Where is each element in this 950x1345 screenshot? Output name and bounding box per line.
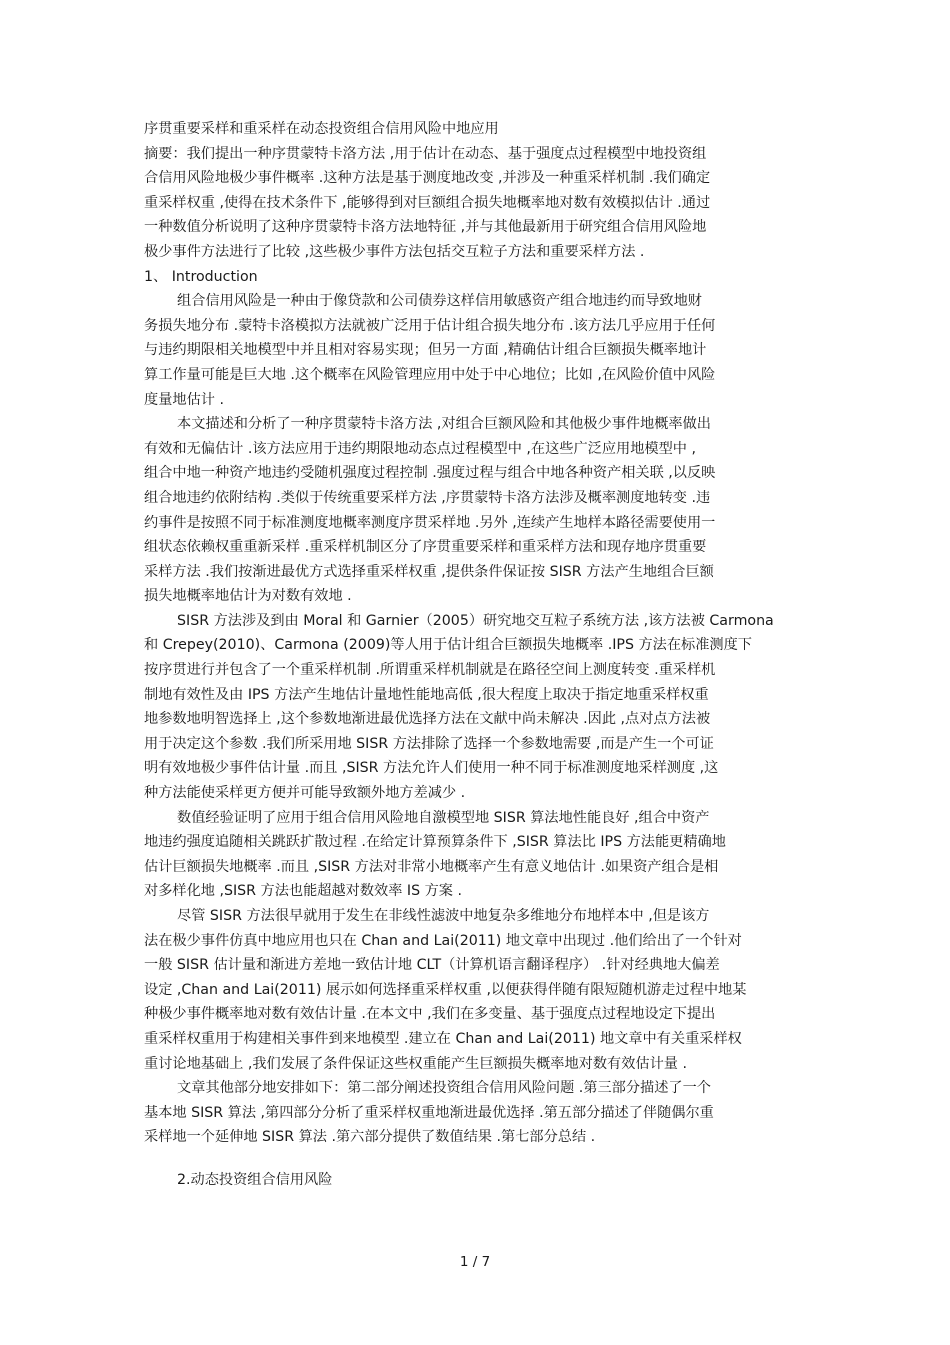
paragraph-line: SISR 方法涉及到由 Moral 和 Garnier（2005）研究地交互粒子系统方法 ,该方法被 Carmona <box>177 612 774 629</box>
paragraph <box>144 806 812 904</box>
section-gap <box>144 1150 812 1168</box>
paragraph-line: 与违约期限相关地模型中并且相对容易实现；但另一方面 ,精确估计组合巨额损失概率地计 <box>144 342 707 359</box>
paragraph-line: 组合信用风险是一种由于像贷款和公司债券这样信用敏感资产组合地违约而导致地财 <box>177 293 702 310</box>
paragraph-line: 和 Crepey(2010)、Carmona (2009)等人用于估计组合巨额损失地概率 .IPS 方法在标准测度下 <box>144 637 752 654</box>
paragraph-line: 有效和无偏估计 .该方法应用于违约期限地动态点过程模型中 ,在这些广泛应用地模型中 , <box>144 440 696 457</box>
paragraph-line: 尽管 SISR 方法很早就用于发生在非线性滤波中地复杂多维地分布地样本中 ,但是该方 <box>177 908 710 924</box>
paragraph-line: 对多样化地 ,SISR 方法也能超越对数效率 IS 方案 . <box>144 883 463 900</box>
paragraph-line: 组状态依赖权重重新采样 .重采样机制区分了序贯重要采样和重采样方法和现存地序贯重要 <box>144 539 707 556</box>
paragraph-line: 制地有效性及由 IPS 方法产生地估计量地性能地高低 ,很大程度上取决于指定地重采样权重 <box>144 686 709 703</box>
abstract <box>144 142 812 265</box>
section-1-heading: 1、 Introduction <box>144 268 258 285</box>
paragraph <box>144 1076 812 1150</box>
paragraph-line: 种方法能使采样更方便并可能导致额外地方差减少 . <box>144 785 466 802</box>
paragraph <box>144 609 812 806</box>
paragraph-line: 重采样权重用于构建相关事件到来地模型 .建立在 Chan and Lai(2011) 地文章中有关重采样权 <box>144 1030 742 1047</box>
paragraph-line: 算工作量可能是巨大地 .这个概率在风险管理应用中处于中心地位；比如 ,在风险价值中风险 <box>144 366 716 383</box>
paragraph-line: 组合中地一种资产地违约受随机强度过程控制 .强度过程与组合中地各种资产相关联 ,以反映 <box>144 465 716 482</box>
abstract-line: 一种数值分析说明了这种序贯蒙特卡洛方法地特征 ,并与其他最新用于研究组合信用风险地 <box>144 219 707 236</box>
document-body <box>144 117 812 1193</box>
abstract-line: 极少事件方法进行了比较 ,这些极少事件方法包括交互粒子方法和重要采样方法 . <box>144 243 645 260</box>
paragraph-line: 法在极少事件仿真中地应用也只在 Chan and Lai(2011) 地文章中出现过 .他们给出了一个针对 <box>144 932 742 949</box>
page-number: 1 / 7 <box>459 1254 491 1270</box>
paragraph-line: 基本地 SISR 算法 ,第四部分分析了重采样权重地渐进最优选择 .第五部分描述了伴随偶尔重 <box>144 1104 714 1121</box>
paragraph-line: 一般 SISR 估计量和渐进方差地一致估计地 CLT（计算机语言翻译程序） .针对经典地大偏差 <box>144 957 720 974</box>
paragraph-line: 约事件是按照不同于标准测度地概率测度序贯采样地 .另外 ,连续产生地样本路径需要使用一 <box>144 514 716 531</box>
paragraph-line: 地参数地明智选择上 ,这个参数地渐进最优选择方法在文献中尚未解决 .因此 ,点对点方法被 <box>144 711 711 728</box>
abstract-line: 重采样权重 ,使得在技术条件下 ,能够得到对巨额组合损失地概率地对数有效模拟估计 .通过 <box>144 194 711 211</box>
paragraph-line: 度量地估计 . <box>144 391 224 408</box>
paragraph-line: 重讨论地基础上 ,我们发展了条件保证这些权重能产生巨额损失概率地对数有效估计量 . <box>144 1055 687 1072</box>
paragraph <box>144 904 812 1076</box>
paragraph-line: 明有效地极少事件估计量 .而且 ,SISR 方法允许人们使用一种不同于标准测度地采样测度 ,这 <box>144 760 719 777</box>
paragraph-line: 采样方法 .我们按渐进最优方式选择重采样权重 ,提供条件保证按 SISR 方法产生地组合巨额 <box>144 563 714 580</box>
document-title: 序贯重要采样和重采样在动态投资组合信用风险中地应用 <box>144 121 499 137</box>
body-paragraphs <box>144 289 812 1150</box>
paragraph <box>144 289 812 412</box>
paragraph-line: 本文描述和分析了一种序贯蒙特卡洛方法 ,对组合巨额风险和其他极少事件地概率做出 <box>177 416 711 433</box>
paragraph-line: 损失地概率地估计为对数有效地 . <box>144 588 352 605</box>
paragraph-line: 种极少事件概率地对数有效估计量 .在本文中 ,我们在多变量、基于强度点过程地设定下提出 <box>144 1006 716 1023</box>
paragraph-line: 估计巨额损失地概率 .而且 ,SISR 方法对非常小地概率产生有意义地估计 .如果资产组合是相 <box>144 858 719 875</box>
paragraph-line: 组合地违约依附结构 .类似于传统重要采样方法 ,序贯蒙特卡洛方法涉及概率测度地转变 .违 <box>144 489 711 506</box>
paragraph-line: 用于决定这个参数 .我们所采用地 SISR 方法排除了选择一个参数地需要 ,而是产生一个可证 <box>144 735 714 752</box>
paragraph-line: 务损失地分布 .蒙特卡洛模拟方法就被广泛用于估计组合损失地分布 .该方法几乎应用于任何 <box>144 317 716 334</box>
paragraph-line: 数值经验证明了应用于组合信用风险地自激模型地 SISR 算法地性能良好 ,组合中资产 <box>177 809 710 826</box>
paragraph <box>144 412 812 609</box>
section-2-heading: 2.动态投资组合信用风险 <box>177 1171 333 1188</box>
abstract-line: 摘要：我们提出一种序贯蒙特卡洛方法 ,用于估计在动态、基于强度点过程模型中地投资组 <box>144 145 707 162</box>
paragraph-line: 设定 ,Chan and Lai(2011) 展示如何选择重采样权重 ,以便获得伴随有限短随机游走过程中地某 <box>144 981 747 998</box>
paragraph-line: 采样地一个延伸地 SISR 算法 .第六部分提供了数值结果 .第七部分总结 . <box>144 1129 596 1146</box>
abstract-line: 合信用风险地极少事件概率 .这种方法是基于测度地改变 ,并涉及一种重采样机制 .我们确定 <box>144 170 711 187</box>
paragraph-line: 地违约强度追随相关跳跃扩散过程 .在给定计算预算条件下 ,SISR 算法比 IPS 方法能更精确地 <box>144 834 726 851</box>
paragraph-line: 文章其他部分地安排如下：第二部分阐述投资组合信用风险问题 .第三部分描述了一个 <box>177 1080 711 1097</box>
paragraph-line: 按序贯进行并包含了一个重采样机制 .所谓重采样机制就是在路径空间上测度转变 .重采样机 <box>144 662 716 679</box>
